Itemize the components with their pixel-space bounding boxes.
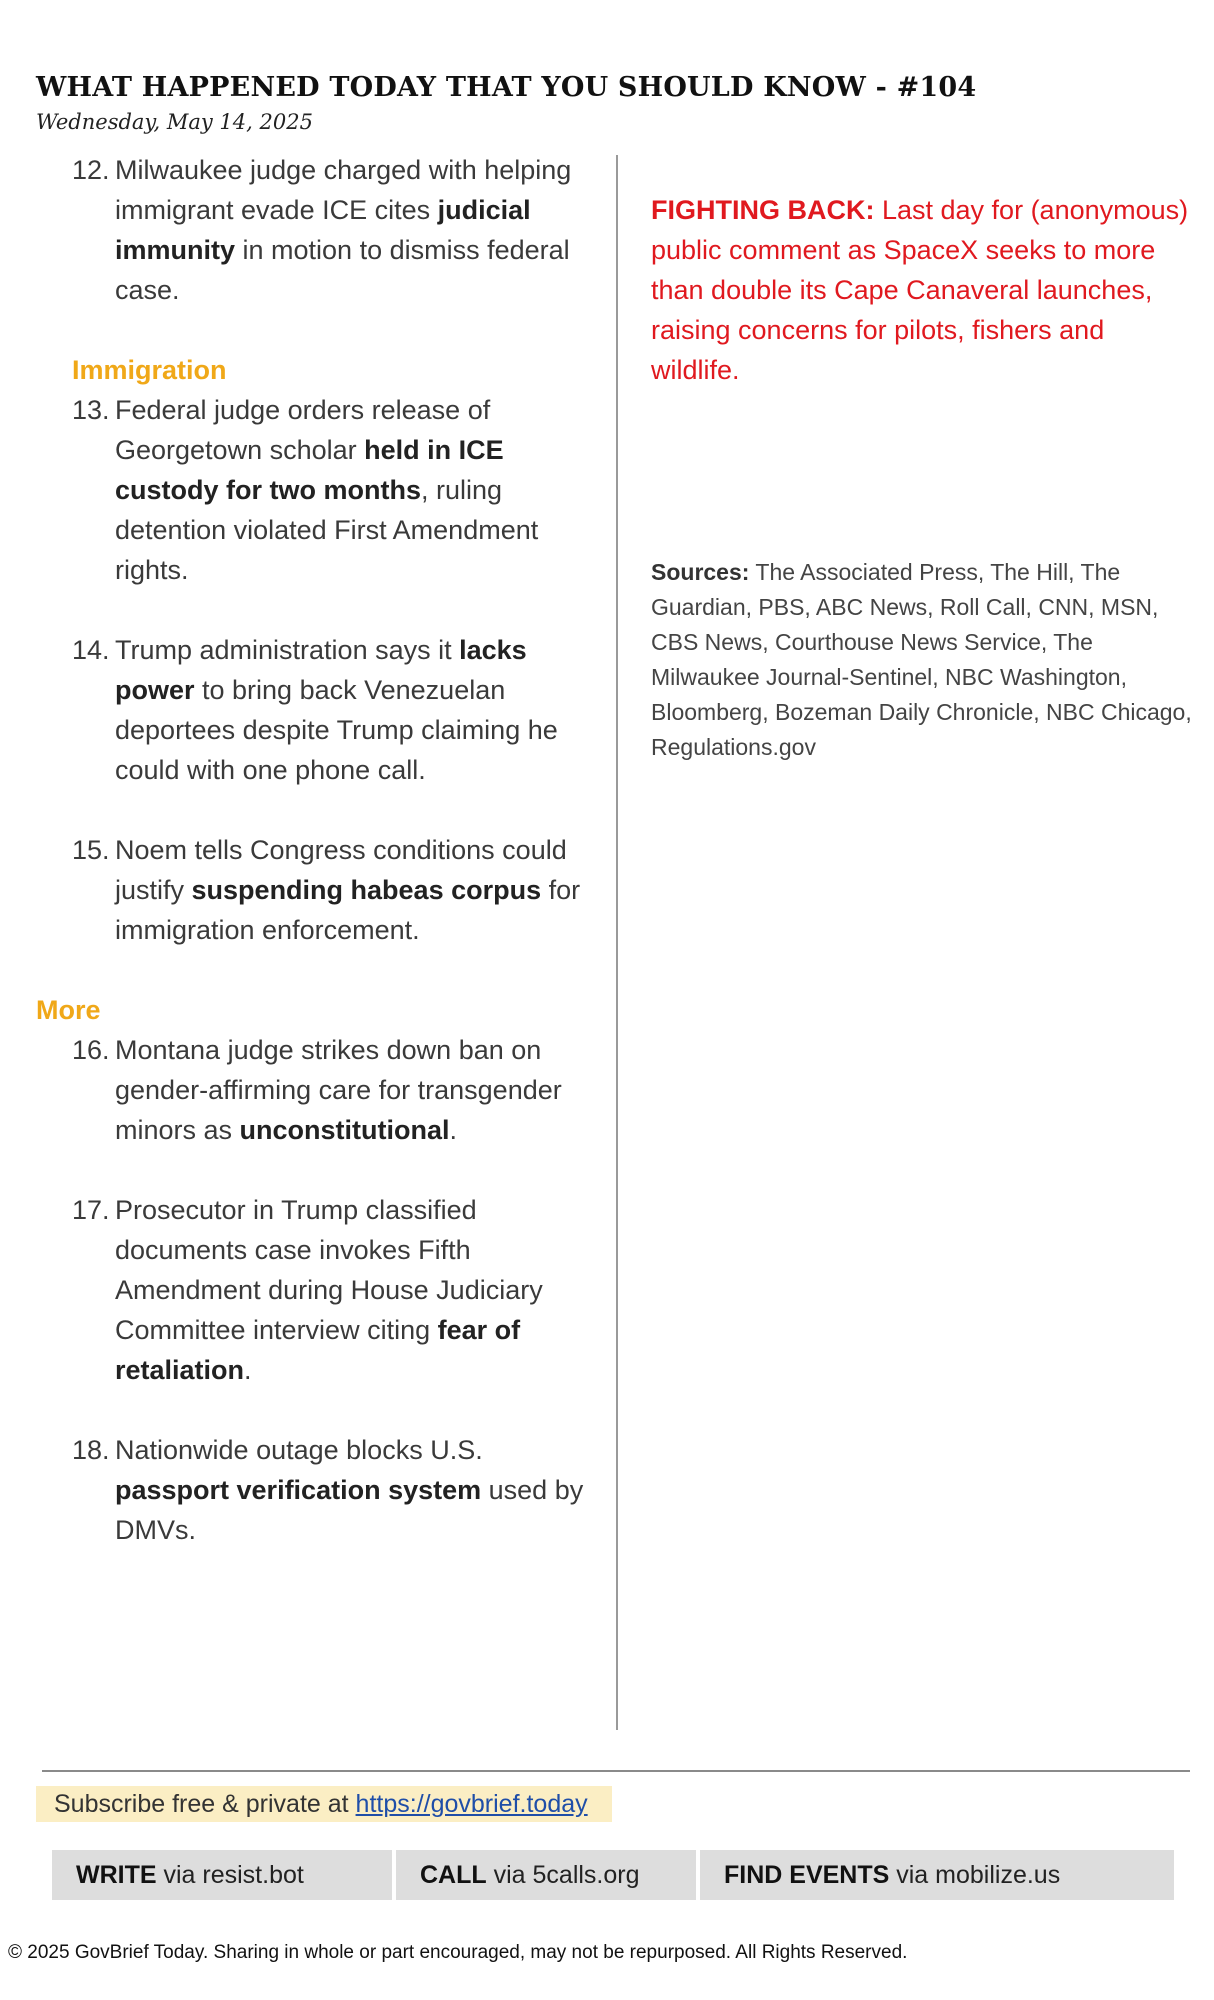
- subscribe-link[interactable]: https://govbrief.today: [355, 1790, 588, 1818]
- item-emphasis: lacks power: [115, 635, 527, 705]
- news-item-17: [36, 1190, 596, 1390]
- item-text: Trump administration says it: [115, 635, 460, 665]
- item-text: Noem tells Congress conditions could justify: [115, 835, 567, 905]
- news-item-18: [36, 1430, 596, 1550]
- item-text: .: [449, 1115, 458, 1145]
- write-action-button[interactable]: [52, 1850, 392, 1900]
- left-column: [36, 150, 596, 1590]
- item-number: 17.: [72, 1195, 110, 1225]
- item-number: 18.: [72, 1435, 110, 1465]
- item-text: used by DMVs.: [115, 1475, 584, 1545]
- news-item-16: [36, 1030, 596, 1150]
- item-text: Montana judge strikes down ban on gender-affirming care for transgender minors as: [115, 1035, 562, 1145]
- item-text: .: [244, 1355, 252, 1385]
- news-list-more: [36, 1030, 596, 1550]
- item-emphasis: unconstitutional: [239, 1115, 450, 1145]
- sources-label: Sources:: [651, 559, 750, 585]
- news-item-12: [36, 150, 596, 310]
- fighting-back-callout: [651, 190, 1196, 390]
- item-text: Nationwide outage blocks U.S.: [115, 1435, 483, 1465]
- sources-list: The Associated Press, The Hill, The Guardian, PBS, ABC News, Roll Call, CNN, MSN, CBS News, Courthouse News Service, The Milwaukee Journal-Sentinel, NBC Washington, Bloomberg, Bozeman Daily Chronicle, NBC Chicago, Regulations.gov: [651, 559, 1192, 760]
- call-action-button[interactable]: [396, 1850, 696, 1900]
- footer-divider: [42, 1770, 1190, 1772]
- news-item-13: [36, 390, 596, 590]
- action-verb: CALL: [420, 1861, 487, 1889]
- action-verb: WRITE: [76, 1861, 157, 1889]
- item-emphasis: fear of retaliation: [115, 1315, 521, 1385]
- item-text: Federal judge orders release of Georgetown scholar: [115, 395, 491, 465]
- item-text: Milwaukee judge charged with helping immigrant evade ICE cites: [115, 155, 572, 225]
- section-immigration: Immigration: [72, 355, 227, 385]
- action-bar: [52, 1850, 1174, 1900]
- item-emphasis: judicial immunity: [115, 195, 531, 265]
- right-column: [651, 190, 1196, 765]
- news-list-legal: [36, 150, 596, 310]
- column-divider: [616, 155, 618, 1730]
- subscribe-text: Subscribe free & private at: [54, 1790, 356, 1818]
- item-number: 16.: [72, 1035, 110, 1065]
- item-emphasis: held in ICE custody for two months: [115, 435, 504, 505]
- item-number: 15.: [72, 835, 110, 865]
- news-item-14: [36, 630, 596, 790]
- header: [36, 70, 1186, 136]
- news-item-15: [36, 830, 596, 950]
- action-target: via 5calls.org: [486, 1861, 640, 1889]
- subscribe-banner: [36, 1786, 612, 1822]
- find-events-action-button[interactable]: [700, 1850, 1174, 1900]
- item-text: Prosecutor in Trump classified documents case invokes Fifth Amendment during House Judiciary Committee interview citing: [115, 1195, 543, 1345]
- news-list-immigration: [36, 390, 596, 950]
- fighting-back-label: FIGHTING BACK:: [651, 195, 875, 225]
- fighting-back-text: Last day for (anonymous) public comment as SpaceX seeks to more than double its Cape Canaveral launches, raising concerns for pilots, fishers and wildlife.: [651, 195, 1189, 385]
- issue-date: Wednesday, May 14, 2025: [36, 110, 313, 134]
- item-number: 14.: [72, 635, 110, 665]
- item-emphasis: passport verification system: [115, 1475, 482, 1505]
- item-text: , ruling detention violated First Amendment rights.: [115, 475, 539, 585]
- copyright-footer: © 2025 GovBrief Today. Sharing in whole or part encouraged, may not be repurposed. All Rights Reserved.: [8, 1942, 908, 1963]
- action-verb: FIND EVENTS: [724, 1861, 890, 1889]
- item-text: to bring back Venezuelan deportees despite Trump claiming he could with one phone call.: [115, 675, 558, 785]
- page-title: WHAT HAPPENED TODAY THAT YOU SHOULD KNOW - #104: [36, 72, 977, 103]
- action-target: via resist.bot: [156, 1861, 304, 1889]
- sources: [651, 555, 1196, 765]
- section-more: More: [36, 995, 101, 1025]
- item-number: 13.: [72, 395, 110, 425]
- item-text: in motion to dismiss federal case.: [115, 235, 570, 305]
- action-target: via mobilize.us: [889, 1861, 1061, 1889]
- item-text: for immigration enforcement.: [115, 875, 581, 945]
- item-emphasis: suspending habeas corpus: [191, 875, 542, 905]
- item-number: 12.: [72, 155, 110, 185]
